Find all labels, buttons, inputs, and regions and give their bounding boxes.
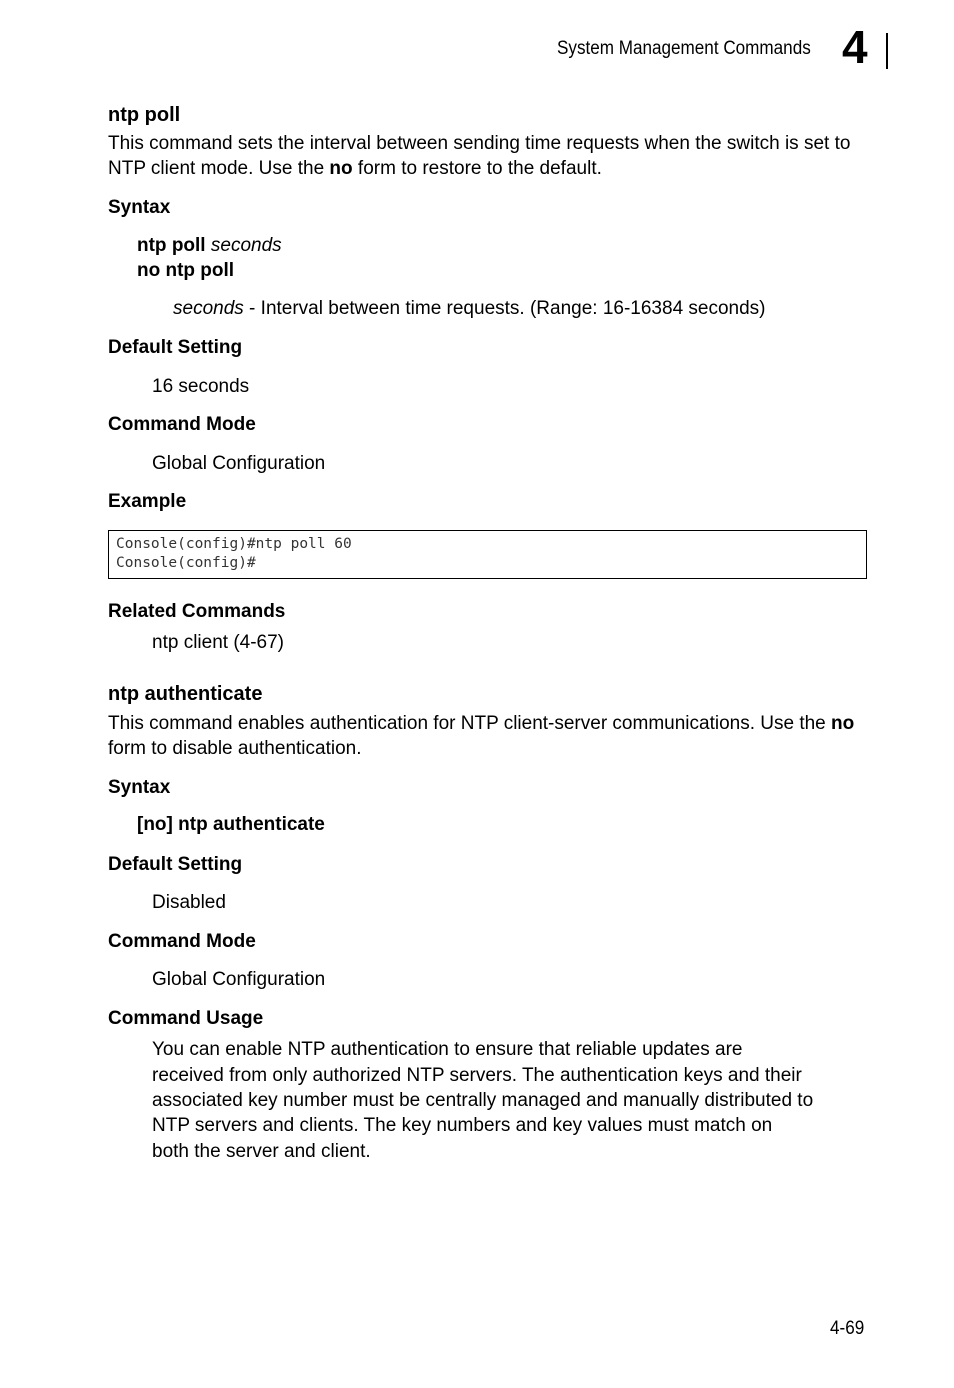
ntp-poll-description: This command sets the interval between sending time requests when the switch is set to NTP client mode. Use the no form to restore to the default. xyxy=(108,133,851,179)
ntp-poll-mode-value: Global Configuration xyxy=(152,453,326,474)
chapter-number: 4 xyxy=(842,21,868,73)
ntp-poll-syntax-line2: no ntp poll xyxy=(137,260,235,281)
usage-line: associated key number must be centrally managed and manually distributed to xyxy=(152,1090,814,1111)
usage-line: received from only authorized NTP servers. The authentication keys and their xyxy=(152,1065,802,1086)
ntp-poll-parameter: seconds - Interval between time requests. (Range: 16-16384 seconds) xyxy=(173,298,766,319)
usage-line: NTP servers and clients. The key numbers and key values must match on xyxy=(152,1115,773,1136)
ntp-authenticate-default-heading: Default Setting xyxy=(108,854,243,875)
running-header: System Management Commands xyxy=(557,38,811,59)
ntp-poll-related-heading: Related Commands xyxy=(108,601,286,622)
code-example-box xyxy=(108,530,867,579)
ntp-authenticate-mode-heading: Command Mode xyxy=(108,931,256,952)
ntp-poll-related-value: ntp client (4-67) xyxy=(152,632,285,653)
ntp-poll-syntax-line1: ntp poll seconds xyxy=(137,235,282,256)
usage-line: You can enable NTP authentication to ensure that reliable updates are xyxy=(152,1039,743,1060)
section-heading-ntp-authenticate: ntp authenticate xyxy=(108,683,263,705)
ntp-authenticate-mode-value: Global Configuration xyxy=(152,969,326,990)
ntp-poll-syntax-heading: Syntax xyxy=(108,197,171,218)
ntp-poll-default-heading: Default Setting xyxy=(108,337,243,358)
page-number: 4-69 xyxy=(830,1318,865,1339)
ntp-authenticate-usage-heading: Command Usage xyxy=(108,1008,264,1029)
code-line: Console(config)# xyxy=(116,555,256,571)
ntp-poll-mode-heading: Command Mode xyxy=(108,414,256,435)
ntp-authenticate-description: This command enables authentication for NTP client-server communications. Use the no form to disable authentication. xyxy=(108,713,855,759)
usage-line: both the server and client. xyxy=(152,1141,371,1162)
ntp-poll-default-value: 16 seconds xyxy=(152,376,250,397)
code-line: Console(config)#ntp poll 60 xyxy=(116,536,352,552)
ntp-authenticate-syntax-heading: Syntax xyxy=(108,777,171,798)
ntp-poll-example-heading: Example xyxy=(108,491,187,512)
section-heading-ntp-poll: ntp poll xyxy=(108,104,181,126)
ntp-authenticate-default-value: Disabled xyxy=(152,892,226,913)
chapter-divider xyxy=(886,33,888,69)
ntp-authenticate-syntax-line: [no] ntp authenticate xyxy=(137,814,325,835)
